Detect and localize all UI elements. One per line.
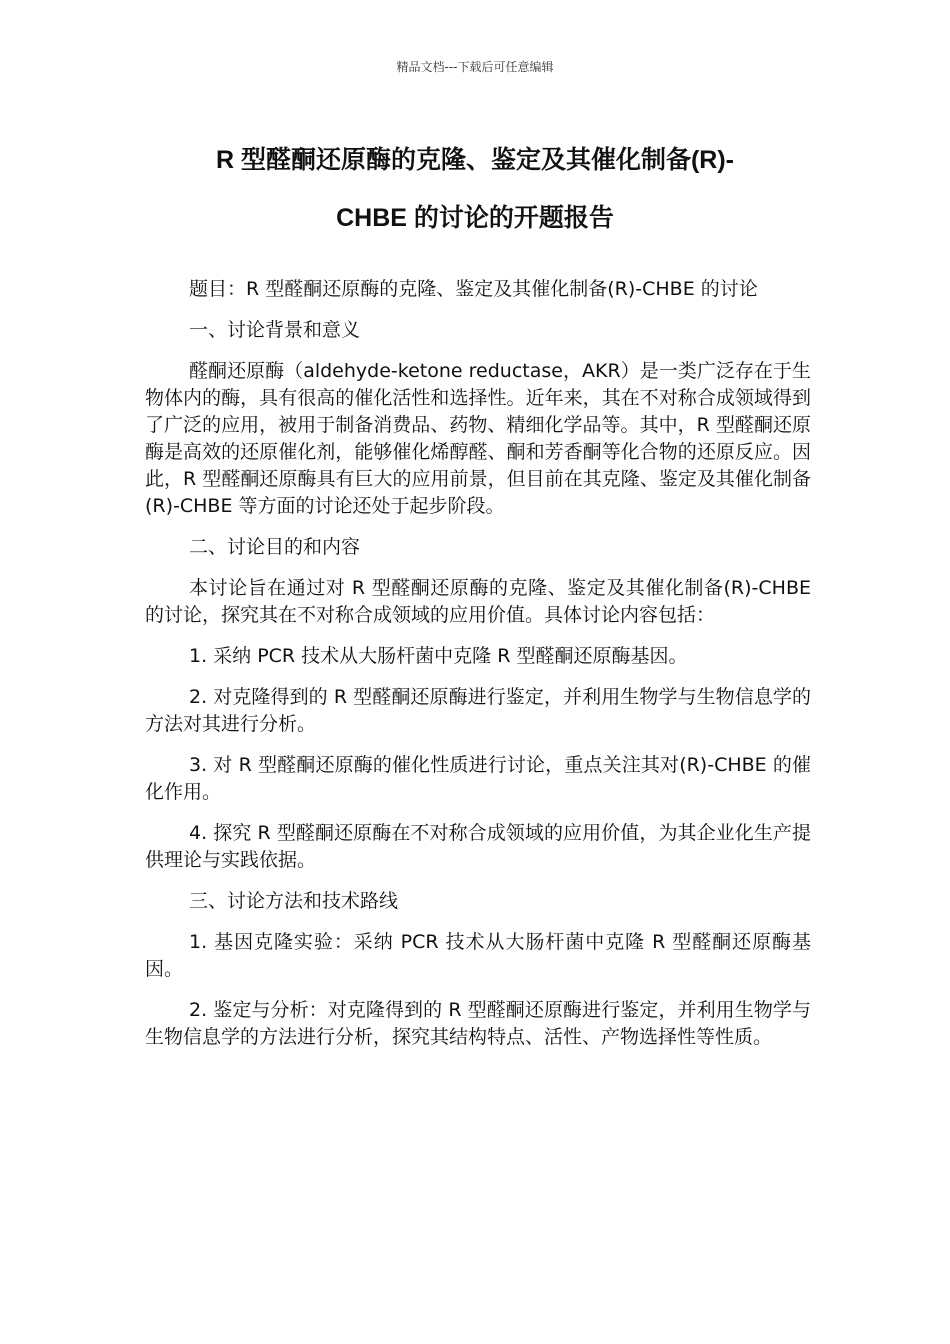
list-item-objective-4: 4. 探究 R 型醛酮还原酶在不对称合成领域的应用价值，为其企业化生产提供理论与实践依据。 xyxy=(145,822,811,871)
list-item-objective-2: 2. 对克隆得到的 R 型醛酮还原酶进行鉴定，并利用生物学与生物信息学的方法对其进行分析。 xyxy=(145,686,811,735)
paragraph-background: 醛酮还原酶（aldehyde-ketone reductase，AKR）是一类广泛存在于生物体内的酶，具有很高的催化活性和选择性。近年来，其在不对称合成领域得到了广泛的应用，被用于制备消费品、药物、精细化学品等。其中，R 型醛酮还原酶是高效的还原催化剂，能够催化烯醇醛、酮和芳香酮等化合物的还原反应。因此，R 型醛酮还原酶具有巨大的应用前景，但目前在其克隆、鉴定及其催化制备(R)-CHBE 等方面的讨论还处于起步阶段。 xyxy=(145,360,811,517)
list-item-objective-3: 3. 对 R 型醛酮还原酶的催化性质进行讨论，重点关注其对(R)-CHBE 的催化作用。 xyxy=(145,754,811,803)
list-item-method-2: 2. 鉴定与分析：对克隆得到的 R 型醛酮还原酶进行鉴定，并利用生物学与生物信息学的方法进行分析，探究其结构特点、活性、产物选择性等性质。 xyxy=(145,999,811,1048)
section-heading-methods: 三、讨论方法和技术路线 xyxy=(189,890,399,912)
paragraph-objectives: 本讨论旨在通过对 R 型醛酮还原酶的克隆、鉴定及其催化制备(R)-CHBE 的讨论，探究其在不对称合成领域的应用价值。具体讨论内容包括： xyxy=(145,577,811,626)
section-heading-background: 一、讨论背景和意义 xyxy=(189,319,361,341)
document-title-line-2: CHBE 的讨论的开题报告 xyxy=(336,204,614,232)
document-title-line-1: R 型醛酮还原酶的克隆、鉴定及其催化制备(R)- xyxy=(215,146,735,174)
document-body xyxy=(145,276,811,1065)
header-note: 精品文档---下载后可任意编辑 xyxy=(396,60,554,74)
topic-line: 题目：R 型醛酮还原酶的克隆、鉴定及其催化制备(R)-CHBE 的讨论 xyxy=(189,278,758,300)
list-item-objective-1: 1. 采纳 PCR 技术从大肠杆菌中克隆 R 型醛酮还原酶基因。 xyxy=(189,645,688,667)
list-item-method-1: 1. 基因克隆实验：采纳 PCR 技术从大肠杆菌中克隆 R 型醛酮还原酶基因。 xyxy=(145,931,811,980)
section-heading-objectives: 二、讨论目的和内容 xyxy=(189,536,361,558)
